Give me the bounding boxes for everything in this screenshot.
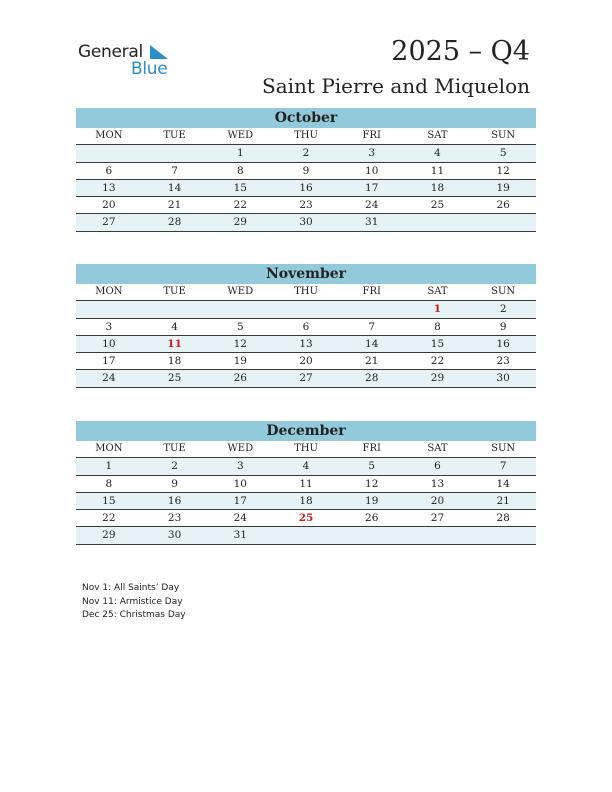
weekday-header-row <box>76 441 536 458</box>
weekday-label: WED <box>227 130 254 141</box>
day-cell: 21 <box>496 494 510 507</box>
weekday-label: SAT <box>427 130 448 141</box>
weekday-label: WED <box>227 443 254 454</box>
day-cell: 20 <box>299 355 313 368</box>
month-title: December <box>76 421 536 441</box>
day-cell: 14 <box>167 181 182 194</box>
day-cell: 27 <box>299 372 313 385</box>
week-row <box>76 476 536 493</box>
day-cell: 4 <box>434 147 441 160</box>
day-cell: 25 <box>167 372 182 385</box>
day-cell <box>142 301 208 317</box>
weekday-label: SAT <box>427 286 448 297</box>
day-cell: 17 <box>233 494 247 507</box>
day-cell: 23 <box>167 512 182 525</box>
day-cell: 2 <box>499 303 507 316</box>
weekday-label: SUN <box>491 443 516 454</box>
day-cell <box>339 301 405 317</box>
week-row <box>76 214 536 231</box>
day-cell: 23 <box>496 355 510 368</box>
day-cell: 21 <box>365 355 379 368</box>
day-cell: 15 <box>430 337 445 350</box>
week-row <box>76 180 536 197</box>
holiday-note: Nov 1: All Saints’ Day <box>82 583 180 593</box>
day-cell: 26 <box>365 512 379 525</box>
day-cell: 11 <box>430 164 445 177</box>
day-cell: 1 <box>433 303 442 316</box>
holiday-notes <box>82 582 186 623</box>
weekday-label: MON <box>95 443 123 454</box>
weekday-label: TUE <box>163 130 186 141</box>
day-cell: 20 <box>430 494 445 507</box>
day-cell <box>207 301 273 317</box>
day-cell: 6 <box>105 164 113 177</box>
month-calendar <box>76 108 536 232</box>
day-cell: 13 <box>430 477 445 490</box>
day-cell: 28 <box>496 512 510 525</box>
day-cell: 22 <box>430 355 445 368</box>
day-cell: 3 <box>105 320 113 333</box>
week-row <box>76 353 536 370</box>
logo-triangle-icon <box>148 44 170 60</box>
day-cell: 3 <box>368 147 376 160</box>
day-cell: 28 <box>167 216 182 229</box>
month-title: October <box>76 108 536 128</box>
day-cell: 28 <box>365 372 379 385</box>
day-cell: 24 <box>102 372 116 385</box>
day-cell: 6 <box>434 460 441 473</box>
weekday-label: FRI <box>362 443 381 454</box>
weekday-label: FRI <box>362 130 381 141</box>
week-row <box>76 301 536 318</box>
weekday-label: THU <box>294 443 318 454</box>
day-cell: 15 <box>102 494 116 507</box>
day-cell: 5 <box>236 320 244 333</box>
day-cell: 3 <box>236 460 244 473</box>
day-cell: 13 <box>102 181 116 194</box>
day-cell <box>405 527 471 543</box>
weekday-label: SAT <box>427 443 448 454</box>
day-cell: 31 <box>233 529 247 542</box>
day-cell: 30 <box>496 372 510 385</box>
day-cell: 7 <box>499 460 507 473</box>
weekday-header-row <box>76 284 536 301</box>
weekday-label: FRI <box>362 286 381 297</box>
day-cell: 30 <box>299 216 313 229</box>
day-cell: 8 <box>105 477 113 490</box>
week-row <box>76 145 536 162</box>
page-title: 2025 – Q4 <box>391 36 530 67</box>
week-row <box>76 510 536 527</box>
day-cell: 24 <box>233 512 247 525</box>
day-cell <box>273 301 339 317</box>
day-cell: 5 <box>499 147 507 160</box>
day-cell: 22 <box>233 199 247 212</box>
day-cell: 7 <box>171 164 178 177</box>
day-cell: 4 <box>302 460 310 473</box>
weekday-label: SUN <box>491 286 516 297</box>
day-cell: 4 <box>171 320 178 333</box>
logo-general-text: General <box>78 42 143 62</box>
day-cell: 23 <box>299 199 313 212</box>
day-cell: 29 <box>233 216 247 229</box>
day-cell <box>405 214 471 230</box>
week-row <box>76 319 536 336</box>
day-cell: 15 <box>233 181 247 194</box>
day-cell <box>273 527 339 543</box>
day-cell: 27 <box>102 216 116 229</box>
day-cell: 24 <box>365 199 379 212</box>
weekday-label: WED <box>227 286 254 297</box>
weekday-label: TUE <box>163 286 186 297</box>
day-cell: 6 <box>302 320 310 333</box>
week-row <box>76 336 536 353</box>
weekday-label: MON <box>95 286 123 297</box>
weekday-label: MON <box>95 130 123 141</box>
day-cell <box>76 145 142 161</box>
day-cell: 12 <box>496 164 510 177</box>
weekday-label: SUN <box>491 130 516 141</box>
week-row <box>76 493 536 510</box>
day-cell: 2 <box>302 147 310 160</box>
day-cell <box>470 527 536 543</box>
day-cell: 18 <box>167 355 182 368</box>
day-cell: 1 <box>105 460 113 473</box>
day-cell: 29 <box>102 529 116 542</box>
day-cell: 9 <box>499 320 507 333</box>
day-cell: 13 <box>299 337 313 350</box>
day-cell: 25 <box>298 512 314 525</box>
day-cell: 8 <box>434 320 441 333</box>
page-subtitle: Saint Pierre and Miquelon <box>262 74 530 98</box>
day-cell: 14 <box>496 477 510 490</box>
day-cell: 19 <box>365 494 379 507</box>
day-cell: 18 <box>299 494 313 507</box>
day-cell: 25 <box>430 199 445 212</box>
day-cell: 11 <box>167 337 182 350</box>
day-cell: 1 <box>236 147 244 160</box>
day-cell: 16 <box>299 181 313 194</box>
holiday-note: Dec 25: Christmas Day <box>82 610 186 620</box>
day-cell: 22 <box>102 512 116 525</box>
week-row <box>76 527 536 544</box>
day-cell: 8 <box>236 164 244 177</box>
day-cell: 17 <box>102 355 116 368</box>
day-cell: 10 <box>102 337 116 350</box>
day-cell: 14 <box>365 337 379 350</box>
week-row <box>76 458 536 475</box>
day-cell: 21 <box>167 199 182 212</box>
day-cell: 17 <box>365 181 379 194</box>
weekday-label: THU <box>294 130 318 141</box>
day-cell: 16 <box>167 494 182 507</box>
day-cell: 12 <box>365 477 379 490</box>
day-cell: 19 <box>233 355 247 368</box>
brand-logo <box>78 42 178 82</box>
weekday-header-row <box>76 128 536 145</box>
day-cell: 26 <box>496 199 510 212</box>
day-cell: 10 <box>365 164 379 177</box>
holiday-note: Nov 11: Armistice Day <box>82 596 183 607</box>
day-cell: 16 <box>496 337 510 350</box>
day-cell: 18 <box>430 181 445 194</box>
week-row <box>76 163 536 180</box>
day-cell: 10 <box>233 477 247 490</box>
day-cell: 5 <box>368 460 376 473</box>
day-cell: 9 <box>302 164 310 177</box>
day-cell: 31 <box>365 216 379 229</box>
weekday-label: THU <box>294 286 318 297</box>
logo-blue-text: Blue <box>131 59 168 79</box>
day-cell: 20 <box>102 199 116 212</box>
day-cell <box>76 301 142 317</box>
day-cell: 7 <box>368 320 376 333</box>
day-cell <box>339 527 405 543</box>
weekday-label: TUE <box>163 443 186 454</box>
day-cell: 9 <box>171 477 178 490</box>
day-cell: 19 <box>496 181 510 194</box>
month-calendar <box>76 264 536 388</box>
week-row <box>76 197 536 214</box>
day-cell: 30 <box>167 529 182 542</box>
day-cell <box>142 145 208 161</box>
day-cell: 2 <box>171 460 178 473</box>
week-row <box>76 370 536 387</box>
day-cell: 29 <box>430 372 445 385</box>
day-cell: 11 <box>299 477 313 490</box>
day-cell <box>470 214 536 230</box>
day-cell: 26 <box>233 372 247 385</box>
month-title: November <box>76 264 536 284</box>
day-cell: 27 <box>430 512 445 525</box>
day-cell: 12 <box>233 337 247 350</box>
month-calendar <box>76 421 536 545</box>
